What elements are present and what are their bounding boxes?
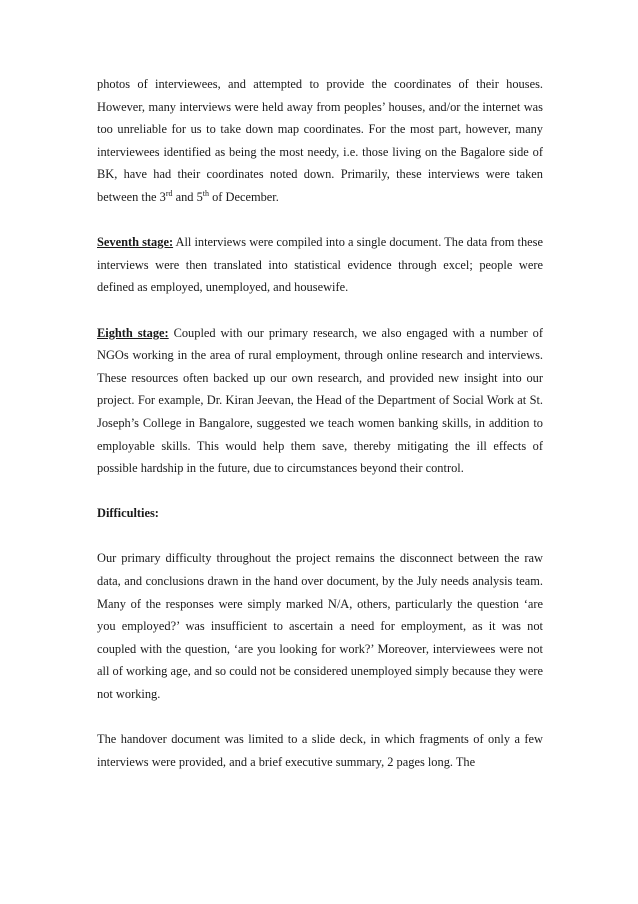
superscript-rd: rd — [165, 188, 173, 198]
paragraph-text: photos of interviewees, and attempted to provide the coordinates of their houses. However, many interviews were held away from peoples’ houses, and/or the internet was too unreliable for us to take down map coordinates. For the most part, however, many interviewees identified as being the most needy, i.e. those living on the Bagalore side of BK, have had their coordinates noted down. Primarily, these interviews were taken between the 3 — [97, 77, 543, 204]
paragraph-text: and 5 — [172, 189, 203, 204]
heading-difficulties: Difficulties: — [97, 506, 159, 521]
document-page — [97, 73, 543, 796]
paragraph-handover: The handover document was limited to a slide deck, in which fragments of only a few interviews were provided, and a brief executive summary, 2 pages long. The — [97, 732, 543, 769]
paragraph-text: All interviews were compiled into a single document. The data from these interviews were then translated into statistical evidence through excel; people were defined as employed, unemployed, and housewife. — [97, 235, 543, 295]
paragraph-difficulties: Our primary difficulty throughout the project remains the disconnect between the raw data, and conclusions drawn in the hand over document, by the July needs analysis team. Many of the responses were simply marked N/A, others, particularly the question ‘are you employed?’ was insufficient to ascertain a need for employment, as it was not coupled with the question, ‘are you looking for work?’ Moreover, interviewees were not all of working age, and so could not be considered unemployed simply because they were not working. — [97, 551, 543, 702]
paragraph-coordinates — [97, 73, 543, 209]
superscript-th: th — [202, 188, 209, 198]
heading-seventh-stage: Seventh stage: — [97, 235, 174, 250]
heading-eighth-stage: Eighth stage: — [97, 325, 169, 340]
paragraph-text: of December. — [209, 189, 279, 204]
paragraph-eighth-stage — [97, 322, 543, 480]
paragraph-seventh-stage — [97, 231, 543, 299]
paragraph-text: Coupled with our primary research, we also engaged with a number of NGOs working in the area of rural employment, through online research and interviews. These resources often backed up our own research, and provided new insight into our project. For example, Dr. Kiran Jeevan, the Head of the Department of Social Work at St. Joseph’s College in Bangalore, suggested we teach women banking skills, in addition to employable skills. This would help them save, thereby mitigating the ill effects of possible hardship in the future, due to circumstances beyond their control. — [97, 325, 544, 476]
